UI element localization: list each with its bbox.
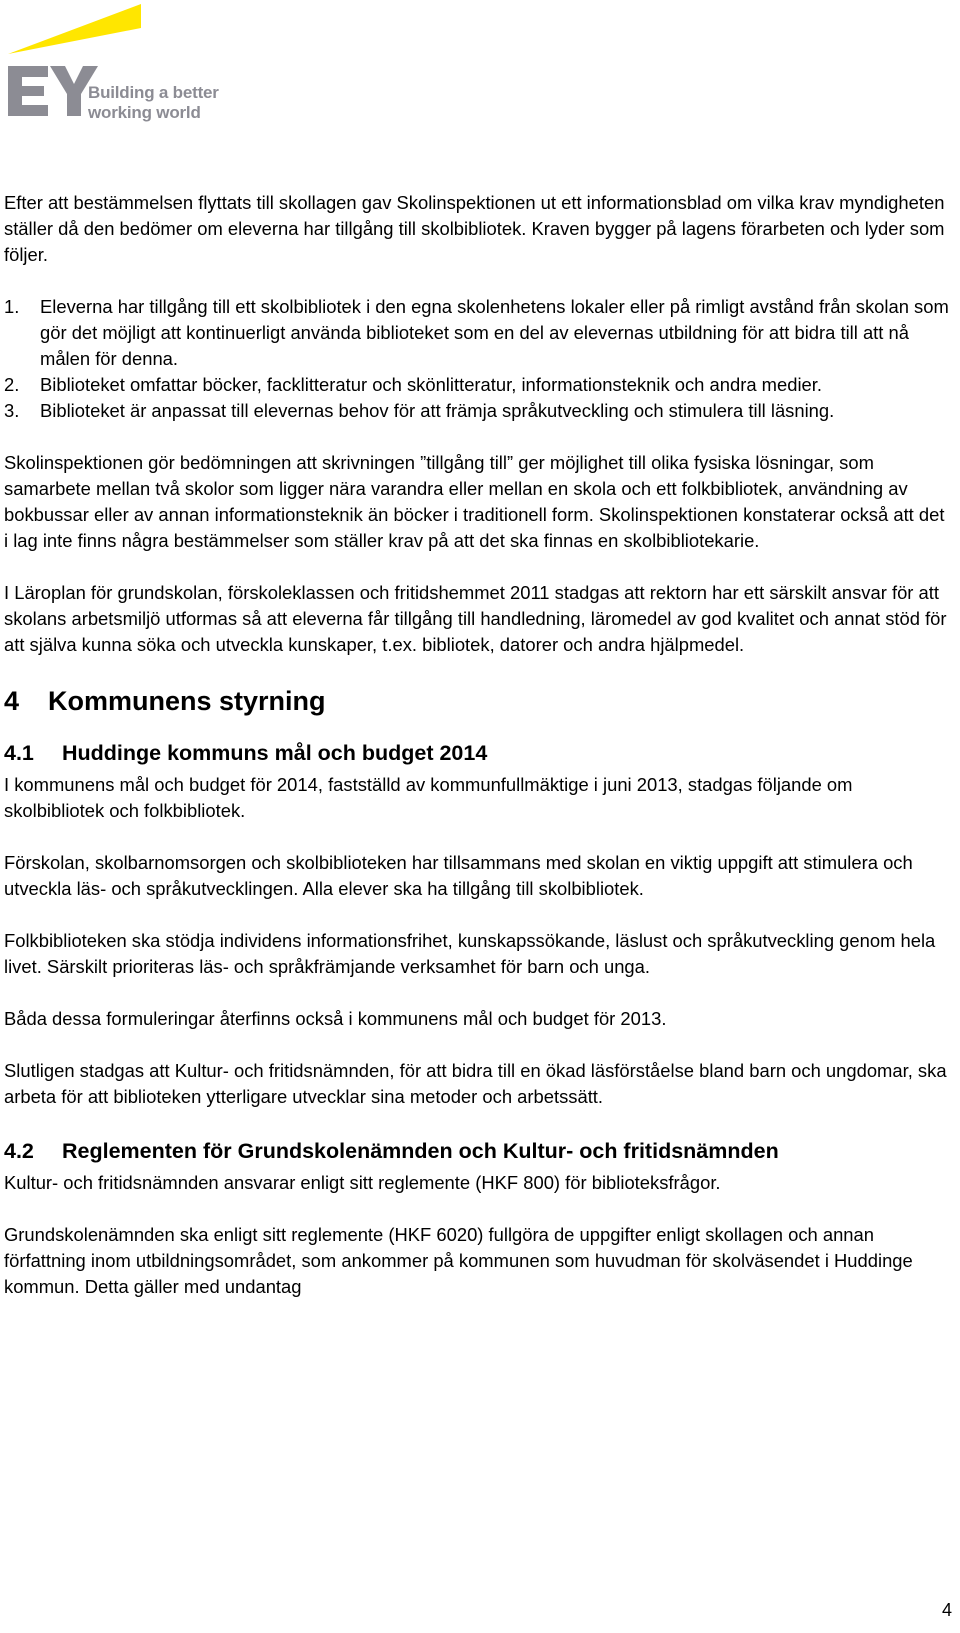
list-item <box>4 294 952 372</box>
section-heading-4-1 <box>4 738 952 768</box>
section-4-2-paragraph: Kultur- och fritidsnämnden ansvarar enligt sitt reglemente (HKF 800) för biblioteksfrågor. <box>4 1172 721 1193</box>
section-number: 4 <box>4 686 20 716</box>
section-4-1-paragraph: Båda dessa formuleringar återfinns också i kommunens mål och budget för 2013. <box>4 1008 667 1029</box>
section-title: Kommunens styrning <box>48 686 326 716</box>
ey-logo <box>8 4 238 124</box>
list-item-text: Biblioteket är anpassat till elevernas behov för att främja språkutveckling och stimulera till läsning. <box>40 400 835 421</box>
requirements-list <box>4 294 952 424</box>
ey-logo-tagline-line2: working world <box>88 103 201 122</box>
section-4-1-paragraph: Slutligen stadgas att Kultur- och fritidsnämnden, för att bidra till en ökad läsförståelse bland barn och ungdomar, ska arbeta för att biblioteken ytterligare utvecklar sina metoder och arbetssätt. <box>4 1060 947 1107</box>
list-item-text: Biblioteket omfattar böcker, facklitteratur och skönlitteratur, informationsteknik och andra medier. <box>40 374 822 395</box>
list-item-text: Eleverna har tillgång till ett skolbibliotek i den egna skolenhetens lokaler eller på rimligt avstånd från skolan som gör det möjligt att kontinuerligt använda biblioteket som en del av elevernas utbildning för att bidra till att nå målen för denna. <box>40 296 949 369</box>
list-item <box>4 398 952 424</box>
section-4-1-paragraph: Folkbiblioteken ska stödja individens informationsfrihet, kunskapssökande, läslust och språkutveckling genom hela livet. Särskilt prioriteras läs- och språkfrämjande verksamhet för barn och unga. <box>4 930 936 977</box>
section-4-1-paragraph: I kommunens mål och budget för 2014, fastställd av kommunfullmäktige i juni 2013, stadgas följande om skolbibliotek och folkbibliotek. <box>4 774 853 821</box>
list-item <box>4 372 952 398</box>
ey-logo-beam <box>8 4 141 54</box>
ey-logo-tagline-line1: Building a better <box>88 83 219 102</box>
section-heading-4 <box>4 684 952 718</box>
assessment-paragraph: Skolinspektionen gör bedömningen att skrivningen ”tillgång till” ger möjlighet till olika fysiska lösningar, som samarbete mellan två skolor som ligger nära varandra eller mellan en skola och ett folkbibliotek, användning av bokbussar eller av annan informationsteknik än böcker i traditionell form. Skolinspektionen konstaterar också att det i lag inte finns några bestämmelser som ställer krav på att det ska finnas en skolbibliotekarie. <box>4 452 945 551</box>
section-number: 4.2 <box>4 1139 34 1163</box>
section-heading-4-2 <box>4 1136 952 1166</box>
section-4-2-paragraph: Grundskolenämnden ska enligt sitt reglemente (HKF 6020) fullgöra de uppgifter enligt skollagen och annan författning inom utbildningsområdet, som ankommer på kommunen som huvudman för skolväsendet i Huddinge kommun. Detta gäller med undantag <box>4 1224 913 1297</box>
list-item-number: 2. <box>4 374 20 395</box>
section-number: 4.1 <box>4 741 34 765</box>
document-body <box>4 190 952 1326</box>
curriculum-paragraph: I Läroplan för grundskolan, förskoleklassen och fritidshemmet 2011 stadgas att rektorn har ett särskilt ansvar för att skolans arbetsmiljö utformas så att eleverna får tillgång till handledning, läromedel av god kvalitet och annat stöd för att själva kunna söka och utveckla kunskaper, t.ex. bibliotek, datorer och andra hjälpmedel. <box>4 582 947 655</box>
ey-logo-tagline <box>88 83 219 123</box>
intro-paragraph: Efter att bestämmelsen flyttats till skollagen gav Skolinspektionen ut ett informationsblad om vilka krav myndigheten ställer då den bedömer om eleverna har tillgång till skolbibliotek. Kraven bygger på lagens förarbeten och lyder som följer. <box>4 192 945 265</box>
list-item-number: 1. <box>4 296 20 317</box>
section-title: Reglementen för Grundskolenämnden och Kultur- och fritidsnämnden <box>62 1139 779 1163</box>
ey-logo-letter-e <box>8 66 48 116</box>
list-item-number: 3. <box>4 400 20 421</box>
section-4-1-paragraph: Förskolan, skolbarnomsorgen och skolbiblioteken har tillsammans med skolan en viktig uppgift att stimulera och utveckla läs- och språkutvecklingen. Alla elever ska ha tillgång till skolbibliotek. <box>4 852 913 899</box>
section-title: Huddinge kommuns mål och budget 2014 <box>62 741 488 765</box>
page-number: 4 <box>941 1600 952 1620</box>
